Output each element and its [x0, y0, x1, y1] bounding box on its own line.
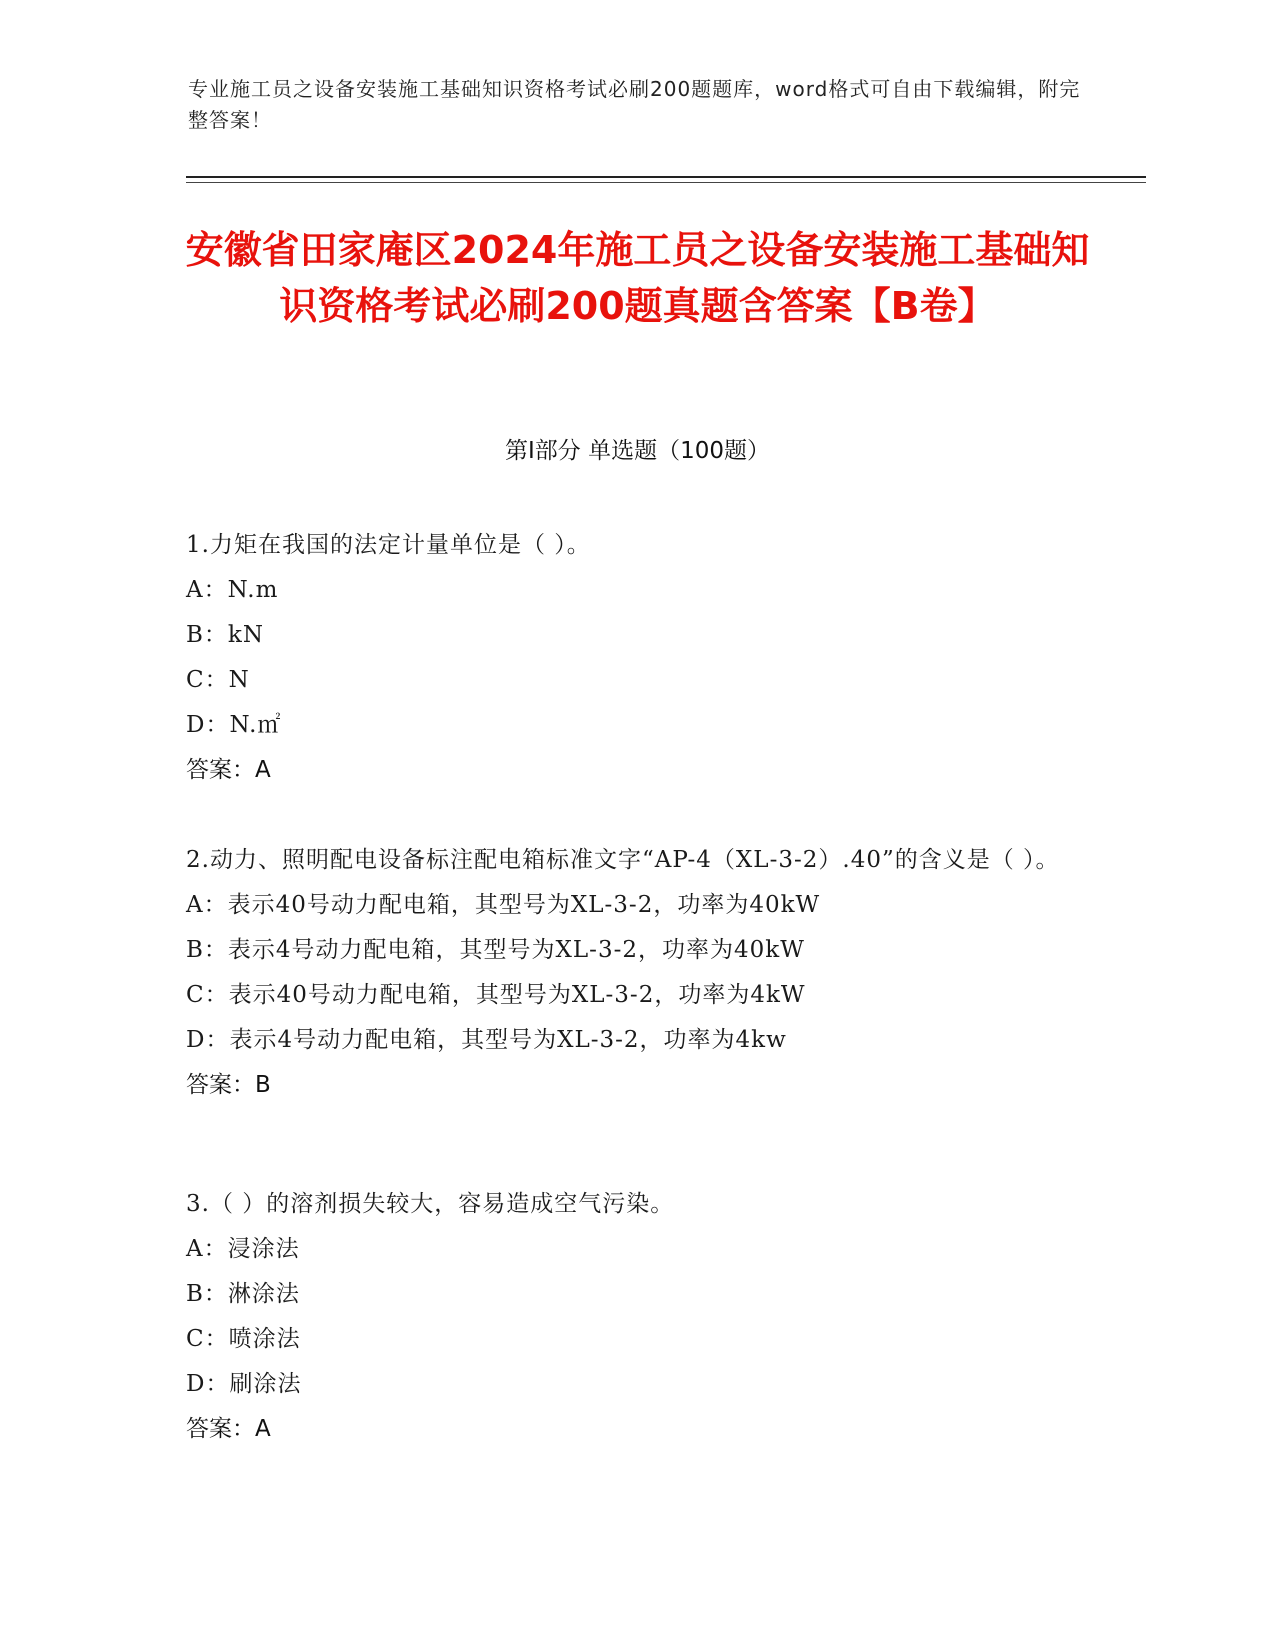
option-d: D：表示4号动力配电箱，其型号为XL-3-2，功率为4kw: [186, 1027, 787, 1053]
option-b: B：淋涂法: [186, 1281, 300, 1307]
option-a: A：浸涂法: [186, 1236, 300, 1262]
option-c: C：N: [186, 667, 250, 693]
answer: 答案：B: [186, 1072, 271, 1098]
question-stem: 3.（ ）的溶剂损失较大，容易造成空气污染。: [186, 1191, 675, 1217]
option-b: B：表示4号动力配电箱，其型号为XL-3-2，功率为40kW: [186, 937, 805, 963]
option-d: D：刷涂法: [186, 1371, 302, 1397]
header-note: 专业施工员之设备安装施工基础知识资格考试必刷200题题库，word格式可自由下载编辑，附完整答案！: [188, 77, 1081, 132]
question-stem: 1.力矩在我国的法定计量单位是（ ）。: [186, 532, 591, 558]
question-1: [186, 522, 1086, 793]
section-title: 第Ⅰ部分 单选题（100题）: [505, 438, 770, 464]
document-title: 安徽省田家庵区2024年施工员之设备安装施工基础知识资格考试必刷200题真题含答案【B卷】: [185, 228, 1090, 328]
option-c: C：喷涂法: [186, 1326, 301, 1352]
option-d: D：N.㎡: [186, 712, 282, 738]
answer: 答案：A: [186, 757, 271, 783]
answer: 答案：A: [186, 1416, 271, 1442]
option-a: A：表示40号动力配电箱，其型号为XL-3-2，功率为40kW: [186, 892, 821, 918]
question-2: [186, 837, 1086, 1108]
question-3: [186, 1181, 1086, 1452]
option-a: A：N.m: [186, 577, 279, 603]
option-b: B：kN: [186, 622, 264, 648]
option-c: C：表示40号动力配电箱，其型号为XL-3-2，功率为4kW: [186, 982, 806, 1008]
question-stem: 2.动力、照明配电设备标注配电箱标准文字“AP-4（XL-3-2）.40”的含义是（ ）。: [186, 847, 1060, 873]
header-rule-thick: [186, 176, 1146, 178]
header-rule-thin: [186, 182, 1146, 183]
